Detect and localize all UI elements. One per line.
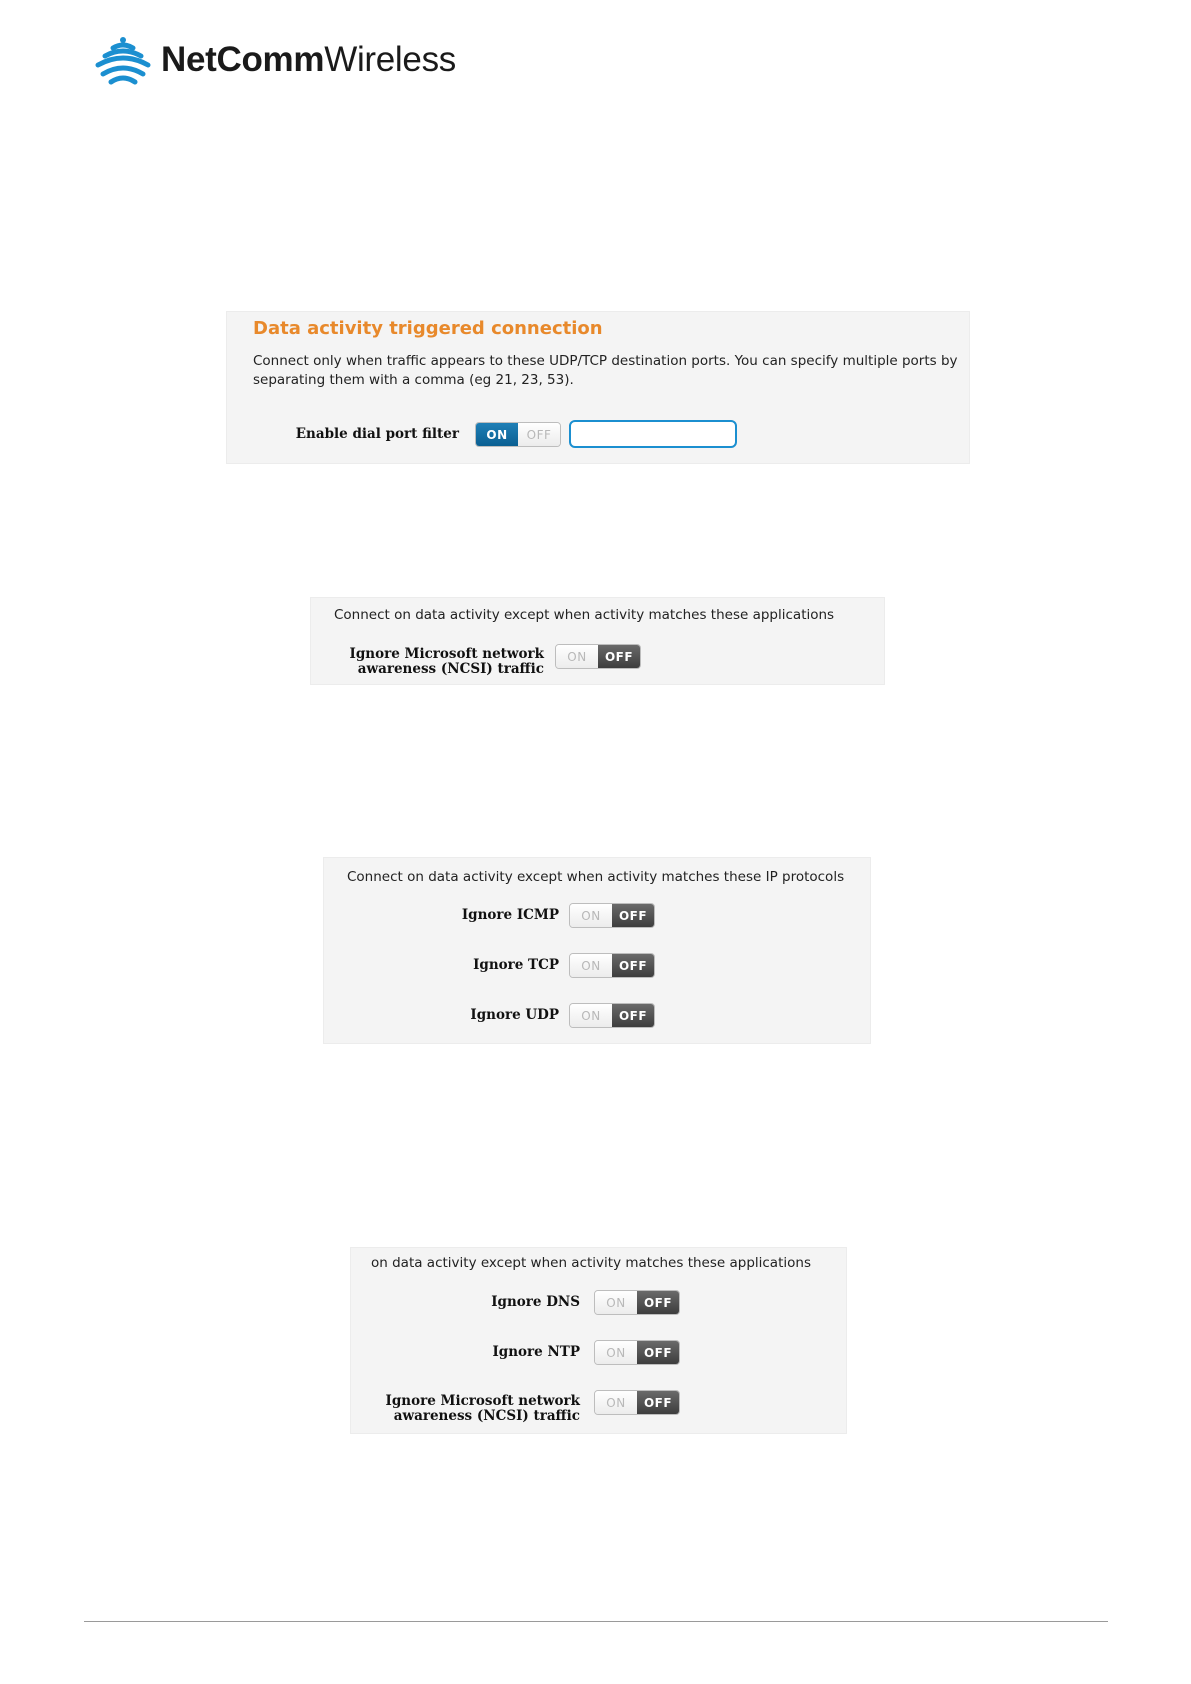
enable-dial-port-filter-toggle[interactable] [475, 422, 561, 447]
toggle-off[interactable]: OFF [598, 645, 640, 668]
ignore-dns-toggle[interactable] [594, 1290, 680, 1315]
netcomm-logo [93, 34, 456, 86]
ignore-icmp-label: Ignore ICMP [461, 907, 559, 923]
toggle-off[interactable]: OFF [637, 1341, 679, 1364]
toggle-on[interactable]: ON [476, 423, 518, 446]
toggle-on[interactable]: ON [595, 1341, 637, 1364]
panel-title: Data activity triggered connection [253, 318, 603, 339]
ignore-ncsi-toggle[interactable] [594, 1390, 680, 1415]
applications-panel [310, 597, 885, 685]
toggle-on[interactable]: ON [570, 1004, 612, 1027]
ignore-icmp-toggle[interactable] [569, 903, 655, 928]
panel-description: Connect on data activity except when activity matches these applications [334, 607, 835, 623]
toggle-on[interactable]: ON [556, 645, 598, 668]
ignore-ncsi-toggle[interactable] [555, 644, 641, 669]
ignore-dns-label: Ignore DNS [491, 1294, 580, 1310]
toggle-off[interactable]: OFF [612, 1004, 654, 1027]
ignore-ntp-toggle[interactable] [594, 1340, 680, 1365]
panel-description: on data activity except when activity matches these applications [371, 1255, 811, 1271]
data-activity-panel [226, 311, 970, 464]
panel-description: Connect on data activity except when activity matches these IP protocols [347, 869, 845, 885]
applications-panel-2 [350, 1247, 847, 1434]
logo-wordmark: NetCommWireless [161, 40, 456, 79]
panel-description: Connect only when traffic appears to these UDP/TCP destination ports. You can specify multiple ports by separating them with a comma (eg 21, 23, 53). [253, 353, 958, 388]
toggle-on[interactable]: ON [570, 954, 612, 977]
enable-dial-port-filter-label: Enable dial port filter [295, 426, 459, 442]
ignore-udp-toggle[interactable] [569, 1003, 655, 1028]
footer-divider [84, 1621, 1108, 1622]
toggle-off[interactable]: OFF [637, 1391, 679, 1414]
ignore-udp-label: Ignore UDP [470, 1007, 559, 1023]
ip-protocols-panel [323, 857, 871, 1044]
ignore-tcp-label: Ignore TCP [473, 957, 559, 973]
ignore-ncsi-label: Ignore Microsoft network awareness (NCSI) traffic [349, 646, 544, 677]
toggle-off[interactable]: OFF [637, 1291, 679, 1314]
ignore-tcp-toggle[interactable] [569, 953, 655, 978]
ignore-ncsi-label: Ignore Microsoft network awareness (NCSI) traffic [385, 1393, 580, 1424]
toggle-on[interactable]: ON [595, 1391, 637, 1414]
toggle-off[interactable]: OFF [612, 904, 654, 927]
toggle-on[interactable]: ON [570, 904, 612, 927]
toggle-on[interactable]: ON [595, 1291, 637, 1314]
dial-ports-input[interactable] [569, 420, 737, 448]
toggle-off[interactable]: OFF [612, 954, 654, 977]
ignore-ntp-label: Ignore NTP [492, 1344, 580, 1360]
wifi-signal-icon [93, 34, 153, 86]
toggle-off[interactable]: OFF [518, 423, 560, 446]
